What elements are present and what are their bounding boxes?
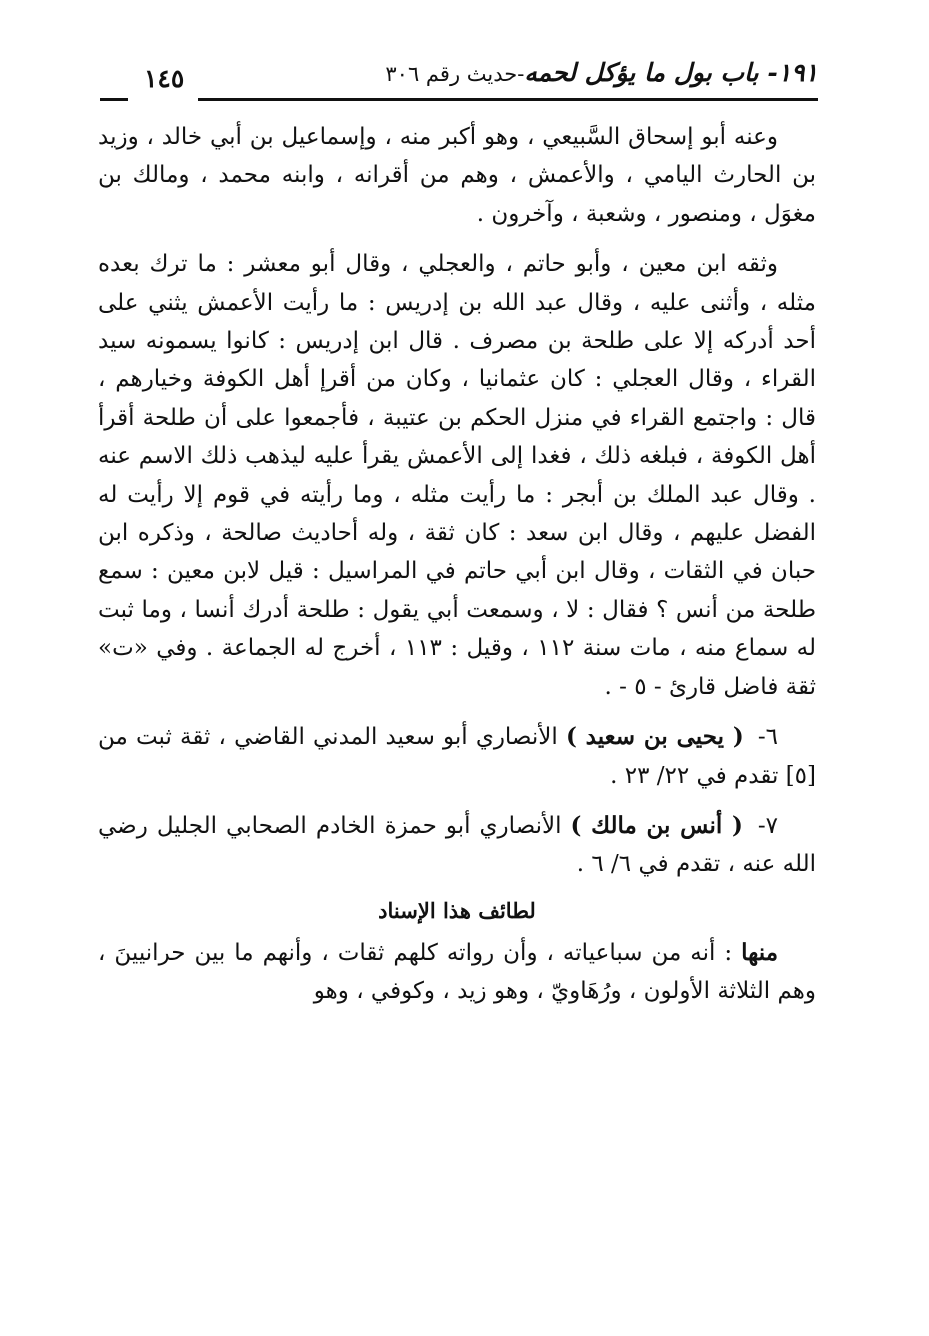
page-number: ١٤٥ [144,64,185,93]
section-text: : أنه من سباعياته ، وأن رواته كلهم ثقات ، وأنهم ما بين حرانيينَ ، وهم الثلاثة الأولون ، ورُهَاويّ ، وهو زيد ، وكوفي ، وهو [98,939,816,1005]
narrator-description: الأنصاري أبو سعيد المدني القاضي ، ثقة ثبت من [٥] تقدم في ٢٢/ ٢٣ . [98,724,816,789]
running-header [100,56,818,100]
narrator-name: ( يحيى بن سعيد ) [565,723,744,751]
narrator-number: ٦- [757,724,779,751]
paragraph: وعنه أبو إسحاق السَّبيعي ، وهو أكبر منه ، وإسماعيل بن أبي خالد ، وزيد بن الحارث اليامي ، والأعمش ، وهم من أقرانه ، وابنه محمد ، ومالك بن مغوَل ، ومنصور ، وشعبة ، وآخرون . [98,124,816,227]
narrator-number: ٧- [757,812,779,839]
section-keyword: منها [741,938,779,966]
chapter-title: ١٩١- باب بول ما يؤكل لحمه [524,58,818,87]
paragraph: وثقه ابن معين ، وأبو حاتم ، والعجلي ، وقال أبو معشر : ما ترك بعده مثله ، وأثنى عليه ، وقال عبد الله بن إدريس : ما رأيت الأعمش يثني على أحد أدركه إلا على طلحة بن مصرف . قال ابن إدريس : كانوا يسمونه سيد القراء ، وقال العجلي : كان عثمانيا ، وكان من أقرإ أهل الكوفة وخيارهم ، قال : واجتمع القراء في منزل الحكم بن عتيبة ، فأجمعوا على أن طلحة أقرأ أهل الكوفة ، فبلغه ذلك ، فغدا إلى الأعمش يقرأ عليه ليذهب ذلك الاسم عنه . وقال عبد الملك بن أبجر : ما رأيت مثله ، وما رأيته في قوم إلا رأيت له الفضل عليهم ، وقال ابن سعد : كان ثقة ، وله أحاديث صالحة ، وذكره ابن حبان في الثقات ، وقال ابن أبي حاتم في المراسيل : قيل لابن معين : سمع طلحة من أنس ؟ فقال : لا ، وسمعت أبي يقول : طلحة أدرك أنسا ، وما ثبت له سماع منه ، مات سنة ١١٢ ، وقيل : ١١٣ ، أخرج له الجماعة . وفي «ت» ثقة فاضل قارئ - ٥ - . [98,251,816,700]
narrator-description: الأنصاري أبو حمزة الخادم الصحابي الجليل رضي الله عنه ، تقدم في ٦/ ٦ . [98,812,816,878]
header-divider [100,98,818,101]
page-body [98,118,816,1023]
header-divider-gap [128,93,198,105]
header-title [385,56,818,91]
hadith-reference: -حديث رقم ٣٠٦ [385,62,525,86]
narrator-entry [98,718,816,795]
section-paragraph [98,934,816,1011]
narrator-name: ( أنس بن مالك ) [570,811,743,839]
section-heading: لطائف هذا الإسناد [378,897,536,923]
narrator-entry [98,807,816,884]
